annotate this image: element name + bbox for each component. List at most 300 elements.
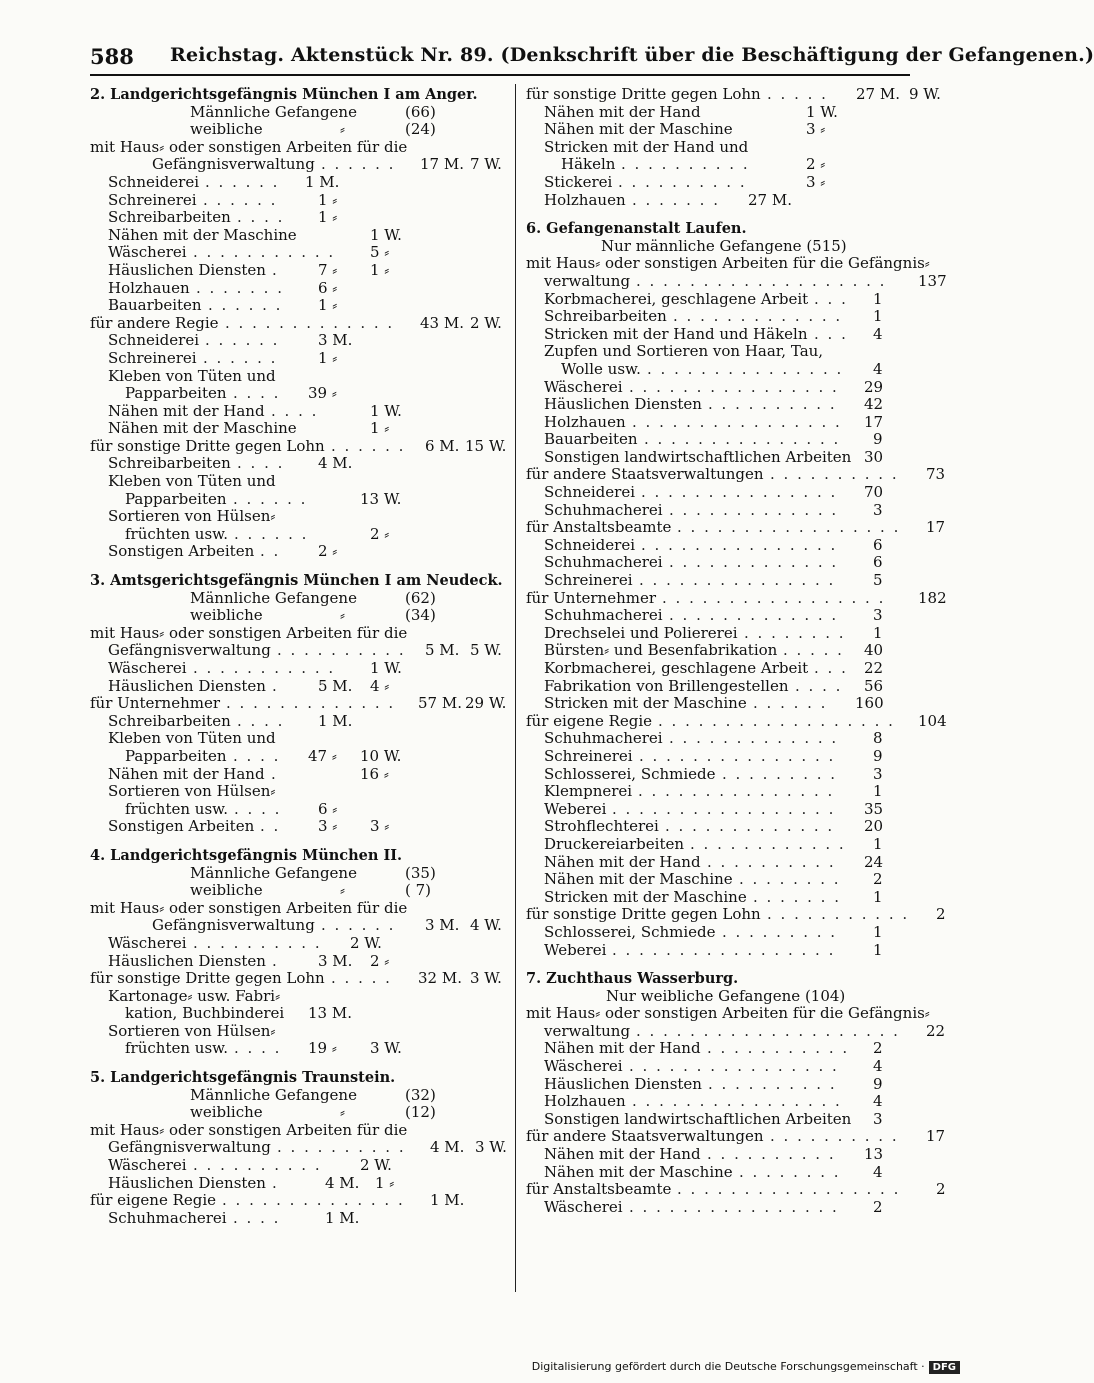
- row-label: Wäscherei: [544, 1057, 623, 1076]
- table-row: [526, 466, 946, 484]
- dot-leader: . . . . . . . .: [739, 870, 841, 889]
- row-label: für andere Staatsverwaltungen: [526, 465, 764, 484]
- row-label: verwaltung: [544, 271, 631, 290]
- dot-leader: . . . . . .: [203, 348, 278, 367]
- row-amount: 3: [873, 1109, 883, 1128]
- row-label: für Anstaltsbeamte: [526, 1180, 672, 1199]
- section-heading-text: 5. Landgerichtsgefängnis Traunstein.: [90, 1069, 396, 1087]
- row-amount: 1: [873, 289, 883, 308]
- table-row: [90, 332, 510, 350]
- dot-leader: . . . . . . . . . .: [621, 155, 750, 174]
- row-amount: 1 M.: [305, 172, 340, 191]
- dot-leader: . . . . . .: [233, 489, 308, 508]
- table-row: [526, 484, 946, 502]
- table-row: [90, 1157, 510, 1175]
- row-amount: 3 ⸗: [806, 120, 826, 139]
- table-row: [526, 871, 946, 889]
- row-label: Sonstigen landwirtschaftlichen Arbeiten: [544, 447, 852, 466]
- row-amount: 4: [873, 1092, 883, 1111]
- row-amount: (35): [405, 863, 436, 882]
- row-amount: 1 M.: [325, 1208, 360, 1227]
- ditto-mark: ⸗: [340, 120, 345, 139]
- row-label: Nähen mit der Hand: [544, 1145, 701, 1164]
- table-row: [526, 1093, 946, 1111]
- table-row: [526, 678, 946, 696]
- row-amount: 1 ⸗: [318, 348, 338, 367]
- table-row: [526, 86, 946, 104]
- section-heading: [90, 86, 510, 104]
- table-row: [90, 438, 510, 456]
- dot-leader: . . . . . . . . . . . .: [690, 834, 846, 853]
- row-label: Häuslichen Diensten: [108, 260, 266, 279]
- table-row: [90, 262, 510, 280]
- table-row: [90, 865, 510, 883]
- row-amount: 5 M.: [425, 641, 460, 660]
- table-row: [90, 385, 510, 403]
- row-amount: 1: [873, 887, 883, 906]
- row-amount: 5 M.: [318, 676, 353, 695]
- row-amount-secondary: 7 W.: [470, 155, 502, 174]
- table-row: [90, 139, 510, 157]
- table-row: [90, 801, 510, 819]
- dot-leader: . . . .: [237, 208, 285, 227]
- dot-leader: . . . . . . . . . . . . . . . . . . . .: [636, 1021, 900, 1040]
- dfg-logo: DFG: [929, 1361, 960, 1374]
- row-label: mit Haus⸗ oder sonstigen Arbeiten für die: [90, 898, 408, 917]
- row-label: Schneiderei: [108, 172, 199, 191]
- row-amount-secondary: 3 W.: [470, 969, 502, 988]
- row-label: Nähen mit der Maschine: [544, 1162, 733, 1181]
- row-label: Klempnerei: [544, 782, 633, 801]
- dot-leader: . . . . . . . . . .: [770, 465, 899, 484]
- left-column: [90, 86, 510, 1227]
- row-amount-secondary: 2 W.: [470, 313, 502, 332]
- dot-leader: . . . . . . . . . . . . .: [225, 313, 395, 332]
- row-amount: 27 M.: [856, 85, 900, 103]
- row-amount-secondary: 1 ⸗: [375, 1173, 395, 1192]
- dot-leader: . . . . . . . . . . . . . . . . . .: [658, 711, 895, 730]
- dot-leader: . . . . . .: [205, 331, 280, 350]
- section-heading: [90, 847, 510, 865]
- row-label: Stricken mit der Maschine: [544, 887, 747, 906]
- row-amount: 70: [864, 483, 884, 502]
- dot-leader: . . . . . . . . . .: [618, 172, 747, 191]
- row-label: Stickerei: [544, 172, 613, 191]
- table-row: [90, 935, 510, 953]
- dot-leader: . . . . . . . .: [739, 1162, 841, 1181]
- row-label: Schreinerei: [544, 571, 633, 590]
- row-label: kation, Buchbinderei: [125, 1004, 285, 1023]
- row-label: früchten usw.: [125, 799, 228, 818]
- dot-leader: . . . . .: [783, 641, 844, 660]
- table-row: [90, 543, 510, 561]
- table-row: [526, 854, 946, 872]
- row-amount: 6 ⸗: [318, 278, 338, 297]
- section-heading-text: 3. Amtsgerichtsgefängnis München I am Neudeck.: [90, 572, 503, 590]
- row-label: Schreinerei: [544, 746, 633, 765]
- dot-leader: . . . . . . . . . .: [277, 641, 406, 660]
- table-row: [526, 1164, 946, 1182]
- dot-leader: . . . . . . . . . . . . . .: [222, 1191, 405, 1210]
- row-amount: 4 M.: [318, 454, 353, 473]
- footer-text: Digitalisierung gefördert durch die Deutsche Forschungsgemeinschaft ·: [531, 1360, 925, 1373]
- table-row: [526, 889, 946, 907]
- row-label: Gefängnisverwaltung: [108, 641, 271, 660]
- dot-leader: . . . . . . . . . . . . . . . .: [632, 1092, 842, 1111]
- table-row: [90, 695, 510, 713]
- table-row: [90, 818, 510, 836]
- dot-leader: .: [272, 951, 279, 970]
- dot-leader: .: [272, 676, 279, 695]
- row-label: Strohflechterei: [544, 817, 659, 836]
- dot-leader: . . . .: [233, 384, 281, 403]
- table-row: [526, 572, 946, 590]
- row-label: Nähen mit der Hand: [108, 764, 265, 783]
- row-label: Wäscherei: [108, 933, 187, 952]
- row-amount: 9: [873, 430, 883, 449]
- row-amount: 1 W.: [370, 401, 402, 420]
- row-label: mit Haus⸗ oder sonstigen Arbeiten für die: [90, 137, 408, 156]
- row-amount-secondary: 5 W.: [470, 641, 502, 660]
- row-amount: 39 ⸗: [308, 384, 337, 403]
- row-label: Männliche Gefangene: [190, 863, 357, 882]
- row-amount-secondary: 15 W.: [465, 436, 507, 455]
- dot-leader: . . . . . . . . . .: [708, 1074, 837, 1093]
- table-row: [90, 1023, 510, 1041]
- dot-leader: . . . .: [237, 711, 285, 730]
- row-label: weibliche: [190, 1103, 263, 1122]
- table-row: [90, 607, 510, 625]
- row-amount-secondary: 3 W.: [370, 1039, 402, 1058]
- row-amount: (66): [405, 102, 436, 121]
- row-label: Bauarbeiten: [108, 296, 202, 315]
- dot-leader: . . . . . . . . . . .: [707, 1039, 850, 1058]
- row-label: früchten usw.: [125, 524, 228, 543]
- row-label: Holzhauen: [544, 412, 626, 431]
- row-amount: 3 M.: [425, 916, 460, 935]
- table-row: [90, 748, 510, 766]
- table-row: [526, 642, 946, 660]
- row-label: Schneiderei: [544, 483, 635, 502]
- dot-leader: . . . . . . . . . . . . .: [669, 729, 839, 748]
- row-label: Gefängnisverwaltung: [108, 1138, 271, 1157]
- row-amount: 4: [873, 1057, 883, 1076]
- dot-leader: . . . . . . . . . . . . . . . .: [629, 377, 839, 396]
- row-label: Wäscherei: [108, 243, 187, 262]
- row-label: Kleben von Tüten und: [108, 729, 276, 748]
- table-row: [90, 350, 510, 368]
- row-label: Papparbeiten: [125, 489, 227, 508]
- row-label: Wäscherei: [108, 659, 187, 677]
- row-label: Häkeln: [561, 155, 616, 174]
- table-row: [526, 291, 946, 309]
- row-label: Kartonage⸗ usw. Fabri⸗: [108, 986, 281, 1005]
- row-amount: ( 7): [405, 881, 432, 900]
- row-amount: 3: [873, 500, 883, 519]
- table-row: [90, 970, 510, 988]
- row-amount: 40: [864, 641, 884, 660]
- row-amount: 2 ⸗: [370, 524, 390, 543]
- row-amount: 1 ⸗: [318, 296, 338, 315]
- page-header: [90, 40, 1094, 76]
- row-amount: 160: [855, 694, 884, 713]
- row-label: für eigene Regie: [90, 1191, 217, 1210]
- row-label: für sonstige Dritte gegen Lohn: [526, 85, 761, 103]
- row-label: Nähen mit der Hand: [108, 401, 265, 420]
- table-row: [526, 748, 946, 766]
- row-label: Zupfen und Sortieren von Haar, Tau,: [544, 342, 824, 361]
- section-spacer: [526, 959, 946, 970]
- dot-leader: . . . . . . . . . . . . .: [669, 500, 839, 519]
- table-row: [526, 326, 946, 344]
- table-row: [526, 783, 946, 801]
- row-amount: 17 M.: [420, 155, 464, 174]
- row-label: Holzhauen: [544, 1092, 626, 1111]
- table-row: [526, 1058, 946, 1076]
- row-amount: 3 ⸗: [318, 817, 338, 836]
- table-row: [90, 192, 510, 210]
- row-label: für sonstige Dritte gegen Lohn: [526, 905, 761, 924]
- table-row: [90, 988, 510, 1006]
- row-label: Drechselei und Poliererei: [544, 623, 738, 642]
- dot-leader: . . . . . . . . . . . . . . .: [644, 430, 841, 449]
- row-amount: (12): [405, 1103, 436, 1122]
- table-row: [526, 801, 946, 819]
- row-amount: 1: [873, 940, 883, 959]
- dot-leader: . . . .: [234, 799, 282, 818]
- row-label: für sonstige Dritte gegen Lohn: [90, 969, 325, 988]
- dot-leader: . . . . . . . . . . . . . . . . .: [677, 518, 901, 537]
- row-amount: 43 M.: [420, 313, 464, 332]
- row-label: Wäscherei: [544, 377, 623, 396]
- row-label: Schlosserei, Schmiede: [544, 922, 716, 941]
- row-label: Nähen mit der Hand: [544, 852, 701, 871]
- dot-leader: . . . . . . . . . . . . . . . .: [629, 1057, 839, 1076]
- row-amount-secondary: 9 W.: [909, 85, 941, 103]
- row-label: Häuslichen Diensten: [544, 1074, 702, 1093]
- table-row: [526, 104, 946, 122]
- table-row: [526, 607, 946, 625]
- row-amount: 2: [873, 1039, 883, 1058]
- row-label: Nähen mit der Hand: [544, 102, 701, 121]
- row-amount: 1 M.: [430, 1191, 465, 1210]
- row-label: Häuslichen Diensten: [108, 951, 266, 970]
- table-row: [526, 942, 946, 960]
- table-row: [90, 1122, 510, 1140]
- table-row: [90, 526, 510, 544]
- table-row: [90, 766, 510, 784]
- row-label: mit Haus⸗ oder sonstigen Arbeiten für die Gefängnis⸗: [526, 254, 930, 273]
- dot-leader: . . . . . . . . . .: [193, 933, 322, 952]
- section-heading-text: 4. Landgerichtsgefängnis München II.: [90, 846, 403, 864]
- table-row: [526, 361, 946, 379]
- table-row: [526, 713, 946, 731]
- table-row: [90, 209, 510, 227]
- row-label: Schuhmacherei: [544, 553, 663, 572]
- page-title: Reichstag. Aktenstück Nr. 89. (Denkschrift über die Beschäftigung der Gefangenen.): [170, 44, 1094, 66]
- dot-leader: . .: [260, 542, 281, 561]
- row-amount: 3 M.: [318, 331, 353, 350]
- row-amount: 1 ⸗: [370, 419, 390, 438]
- section-spacer: [90, 561, 510, 572]
- table-row: [526, 273, 946, 291]
- table-row: [526, 1146, 946, 1164]
- row-amount: 17: [926, 1127, 946, 1146]
- row-amount: 4 M.: [430, 1138, 465, 1157]
- row-amount: 1 W.: [806, 102, 838, 121]
- table-row: [90, 953, 510, 971]
- row-amount: 1 M.: [318, 711, 353, 730]
- dot-leader: .: [272, 1173, 279, 1192]
- row-amount-secondary: 1 ⸗: [370, 260, 390, 279]
- row-amount: 13 M.: [308, 1004, 352, 1023]
- table-row: [526, 906, 946, 924]
- row-amount: 29: [864, 377, 884, 396]
- row-label: Wolle usw.: [561, 359, 641, 378]
- row-amount: 73: [926, 465, 946, 484]
- row-amount: 13: [864, 1145, 884, 1164]
- row-amount: 3: [873, 764, 883, 783]
- table-row: [526, 818, 946, 836]
- row-amount: 4: [873, 359, 883, 378]
- dot-leader: . . . . . .: [234, 524, 309, 543]
- table-row: [526, 1023, 946, 1041]
- row-amount: 2 ⸗: [318, 542, 338, 561]
- row-label: für eigene Regie: [526, 711, 653, 730]
- row-amount-secondary: 10 W.: [360, 746, 402, 765]
- row-label: Sortieren von Hülsen⸗: [108, 1021, 276, 1040]
- table-row: [90, 642, 510, 660]
- row-label: Schuhmacherei: [544, 606, 663, 625]
- row-label: für Unternehmer: [526, 588, 656, 607]
- row-label: weibliche: [190, 120, 263, 139]
- row-label: Sortieren von Hülsen⸗: [108, 782, 276, 801]
- row-amount: 1: [873, 922, 883, 941]
- row-label: Nur männliche Gefangene (515): [601, 236, 847, 255]
- row-label: Sonstigen Arbeiten: [108, 817, 255, 836]
- row-amount: 2: [936, 1180, 946, 1199]
- row-amount: 13 W.: [360, 489, 402, 508]
- row-label: Nähen mit der Maschine: [108, 225, 297, 244]
- table-row: [526, 660, 946, 678]
- row-amount: 1 W.: [370, 659, 402, 677]
- dot-leader: . . . . . .: [208, 296, 283, 315]
- row-label: mit Haus⸗ oder sonstigen Arbeiten für die: [90, 1120, 408, 1139]
- row-amount: 9: [873, 1074, 883, 1093]
- table-row: [90, 713, 510, 731]
- row-amount: 2 ⸗: [806, 155, 826, 174]
- dot-leader: . . . . . . . . . .: [707, 1145, 836, 1164]
- dot-leader: . . . . . . . . . .: [193, 1156, 322, 1175]
- table-row: [526, 343, 946, 361]
- row-amount: 4: [873, 1162, 883, 1181]
- table-row: [90, 1040, 510, 1058]
- row-amount-secondary: 2 ⸗: [370, 951, 390, 970]
- dot-leader: . . . . . .: [321, 155, 396, 174]
- table-row: [90, 590, 510, 608]
- row-label: Schreibarbeiten: [108, 454, 231, 473]
- table-row: [90, 174, 510, 192]
- column-divider: [515, 84, 516, 1292]
- row-amount: 27 M.: [748, 190, 792, 209]
- row-label: Holzhauen: [108, 278, 190, 297]
- dot-leader: . . . . . . .: [196, 278, 284, 297]
- dot-leader: . . . . . . . . . . . . . . . . .: [612, 799, 836, 818]
- dot-leader: . . . . . . . . . . .: [193, 243, 336, 262]
- row-amount: 8: [873, 729, 883, 748]
- row-amount-secondary: 4 W.: [470, 916, 502, 935]
- table-row: [90, 244, 510, 262]
- dot-leader: . . . . . . . . . .: [277, 1138, 406, 1157]
- table-row: [526, 836, 946, 854]
- row-label: Schneiderei: [108, 331, 199, 350]
- right-column: [526, 86, 946, 1216]
- table-row: [90, 156, 510, 174]
- row-amount: (24): [405, 120, 436, 139]
- table-row: [90, 121, 510, 139]
- row-amount: 20: [864, 817, 884, 836]
- row-label: für andere Regie: [90, 313, 219, 332]
- section-heading: [90, 572, 510, 590]
- table-row: [526, 625, 946, 643]
- table-row: [526, 379, 946, 397]
- row-amount: 2: [936, 905, 946, 924]
- row-label: Wäscherei: [108, 1156, 187, 1175]
- dot-leader: . . . . . . . . . . . . . . . . .: [662, 588, 886, 607]
- row-amount: 3: [873, 606, 883, 625]
- section-heading-text: 2. Landgerichtsgefängnis München I am Anger.: [90, 86, 478, 103]
- dot-leader: . . . . . . . . . .: [708, 395, 837, 414]
- row-amount: 3 ⸗: [806, 172, 826, 191]
- table-row: [90, 368, 510, 386]
- dot-leader: . . . . . . . . . . . . . . .: [641, 535, 838, 554]
- row-amount: 1 W.: [370, 225, 402, 244]
- section-heading: [90, 1069, 510, 1087]
- table-row: [90, 315, 510, 333]
- ditto-mark: ⸗: [340, 1103, 345, 1122]
- dot-leader: . . .: [814, 659, 848, 677]
- table-row: [90, 1104, 510, 1122]
- table-row: [90, 227, 510, 245]
- dot-leader: . . . . . . . . . . . . . . . . . . .: [636, 271, 887, 290]
- dot-leader: . . .: [814, 289, 848, 308]
- row-amount: 32 M.: [418, 969, 462, 988]
- row-amount: (32): [405, 1085, 436, 1104]
- table-row: [90, 917, 510, 935]
- table-row: [90, 900, 510, 918]
- row-label: Schreinerei: [108, 348, 197, 367]
- row-label: Gefängnisverwaltung: [152, 916, 315, 935]
- table-row: [526, 174, 946, 192]
- table-row: [526, 1128, 946, 1146]
- table-row: [90, 104, 510, 122]
- dot-leader: . .: [260, 817, 281, 836]
- row-label: Schreinerei: [108, 190, 197, 209]
- row-amount: (62): [405, 588, 436, 607]
- dot-leader: . . . . . . . . .: [722, 764, 838, 783]
- table-row: [526, 1005, 946, 1023]
- table-row: [526, 255, 946, 273]
- dot-leader: . . . . . . . . . . . . .: [669, 553, 839, 572]
- table-row: [90, 1139, 510, 1157]
- row-label: Gefängnisverwaltung: [152, 155, 315, 174]
- row-label: Männliche Gefangene: [190, 1085, 357, 1104]
- table-row: [90, 491, 510, 509]
- table-row: [90, 783, 510, 801]
- dot-leader: . . . .: [234, 1039, 282, 1058]
- row-amount: 6: [873, 535, 883, 554]
- row-label: früchten usw.: [125, 1039, 228, 1058]
